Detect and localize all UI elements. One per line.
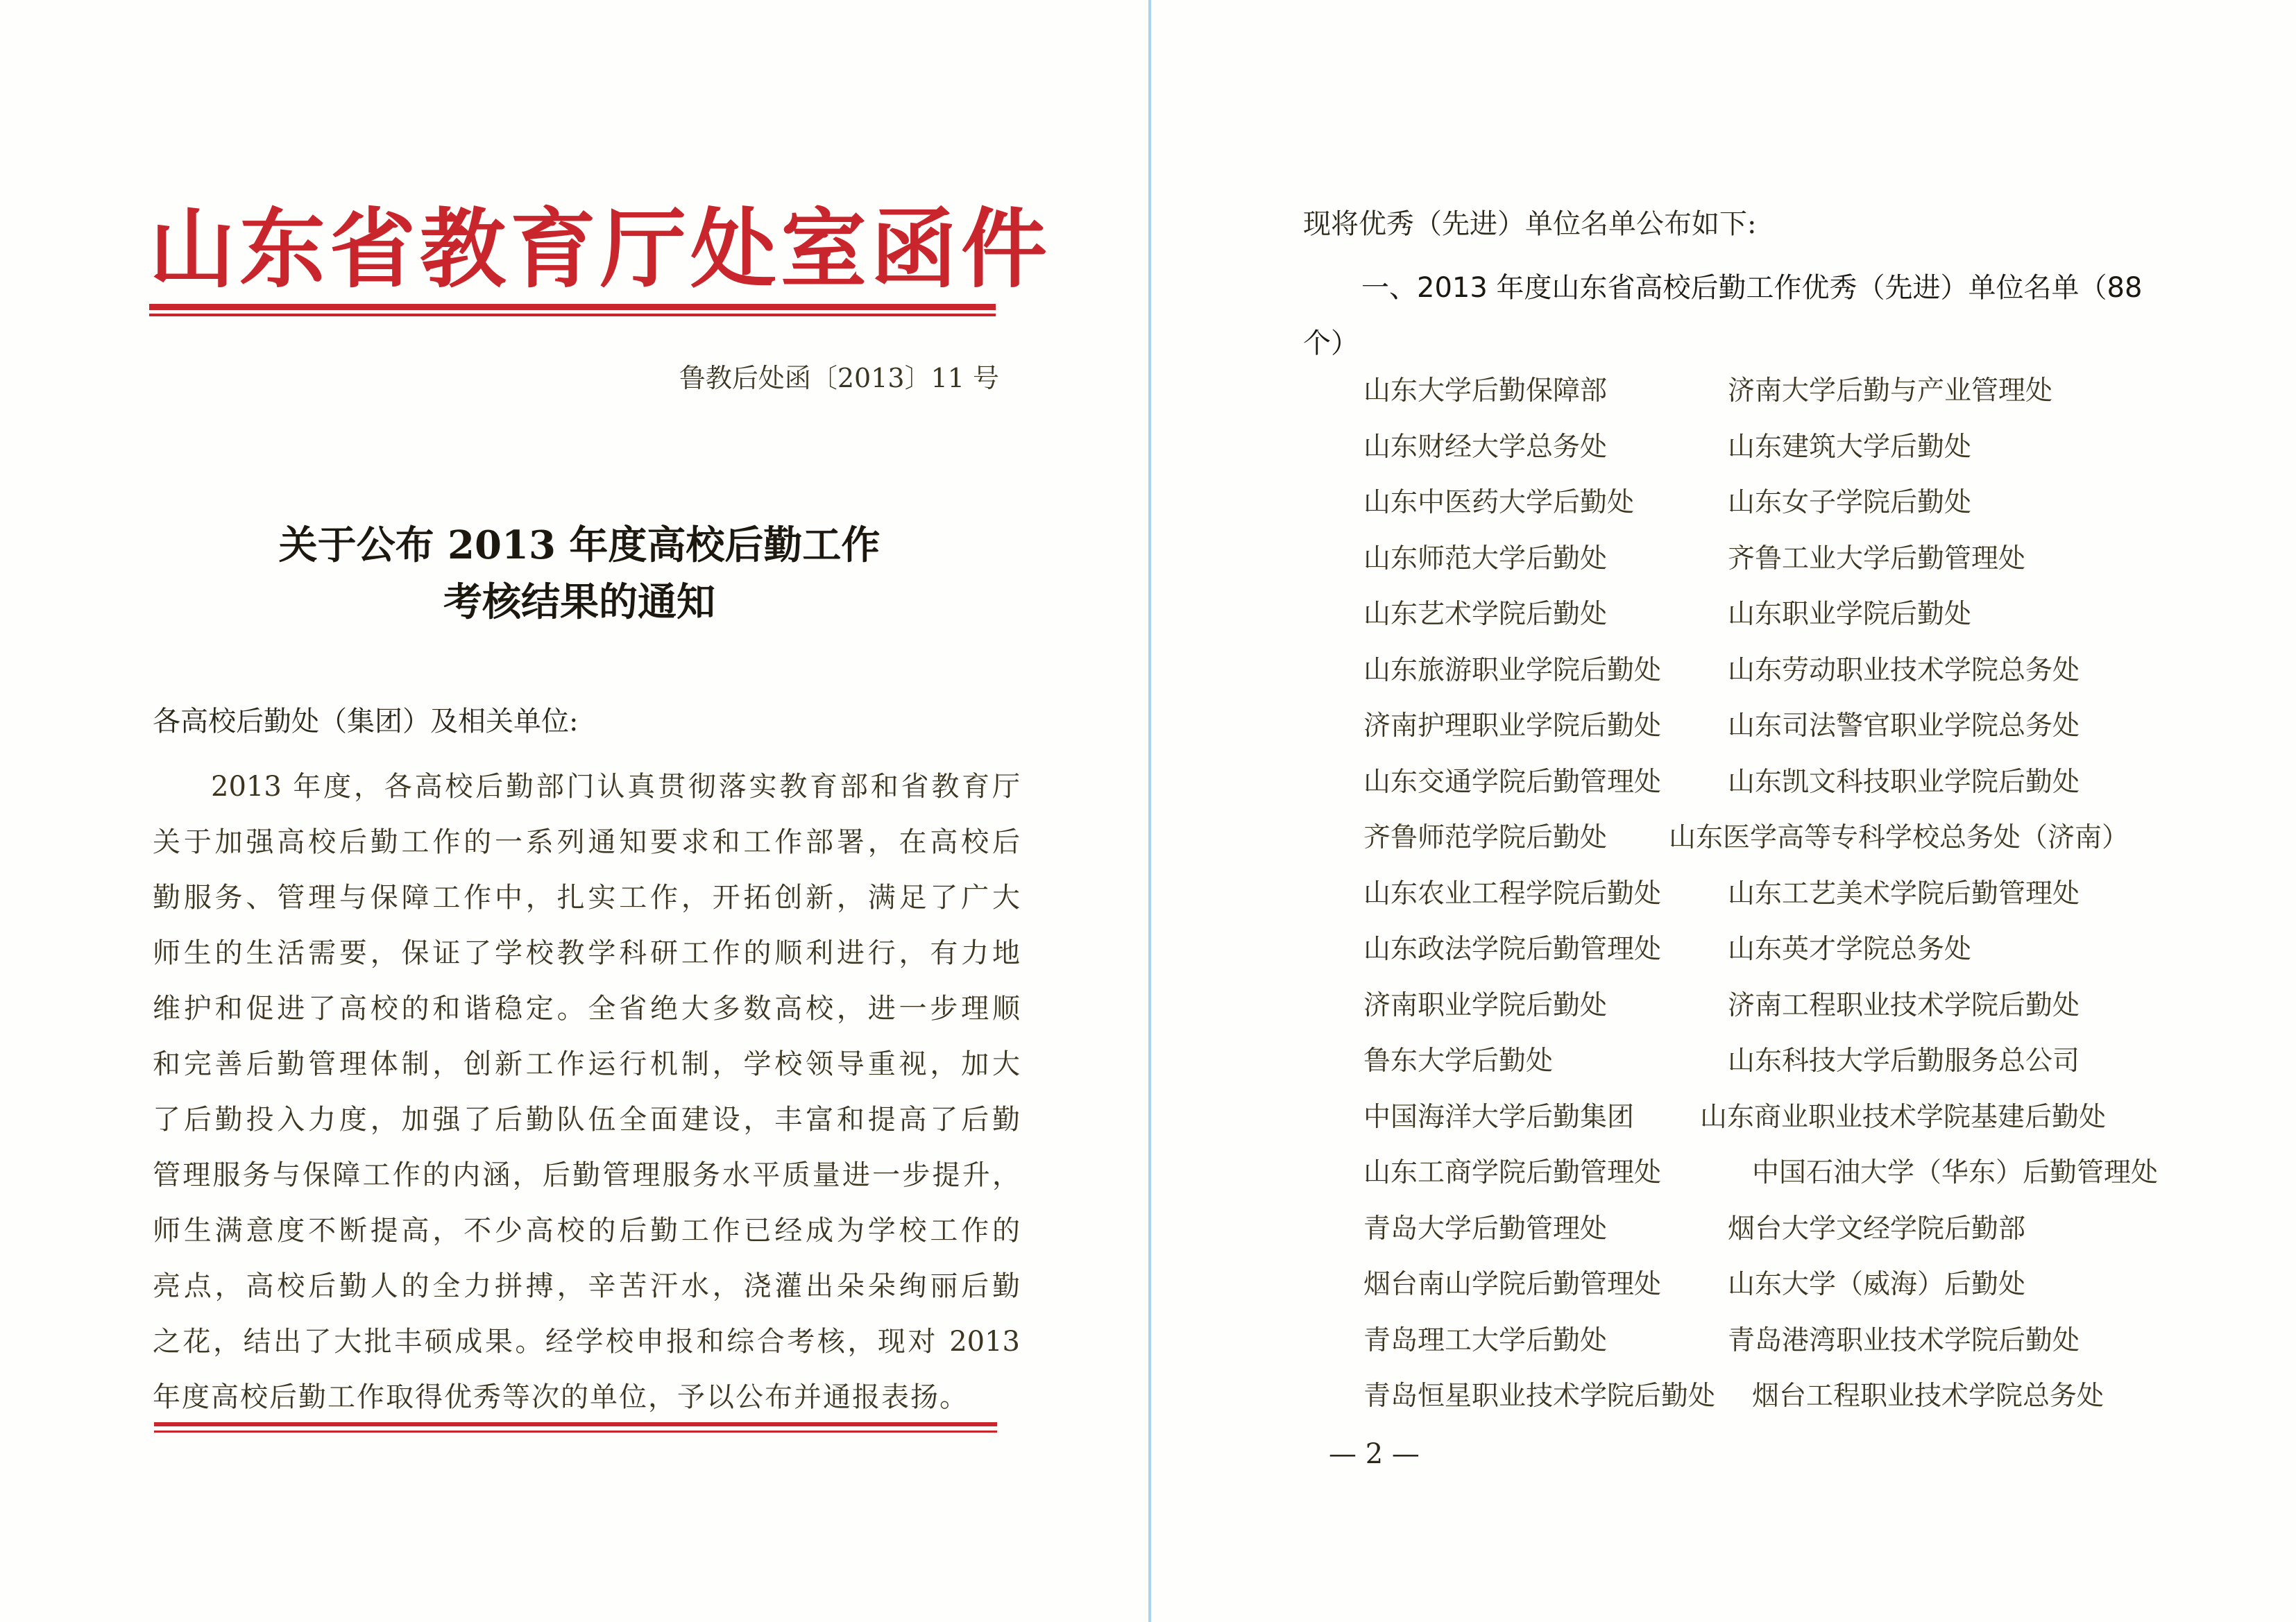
unit-name: 齐鲁师范学院后勤处 — [1363, 822, 1608, 853]
unit-name: 山东工艺美术学院后勤管理处 — [1728, 878, 2080, 910]
unit-name: 山东医学高等专科学校总务处（济南） — [1669, 822, 2129, 853]
body-line: 了后勤投入力度，加强了后勤队伍全面建设，丰富和提高了后勤 — [153, 1104, 1020, 1136]
list-item — [1363, 1090, 2238, 1146]
letterhead-rule-thick — [149, 304, 996, 310]
unit-name: 齐鲁工业大学后勤管理处 — [1728, 543, 2026, 574]
unit-name: 山东职业学院后勤处 — [1728, 599, 1972, 630]
body-line: 师生的生活需要，保证了学校教学科研工作的顺利进行，有力地 — [153, 937, 1020, 969]
document-number: 鲁教后处函〔2013〕11 号 — [679, 363, 999, 393]
list-item — [1363, 867, 2238, 923]
unit-name: 山东财经大学总务处 — [1363, 431, 1608, 463]
notice-title-line-1: 关于公布 2013 年度高校后勤工作 — [278, 522, 881, 568]
unit-name: 中国石油大学（华东）后勤管理处 — [1752, 1157, 2159, 1188]
body-line: 亮点，高校后勤人的全力拼搏，辛苦汗水，浇灌出朵朵绚丽后勤 — [153, 1270, 1020, 1302]
unit-name: 山东旅游职业学院后勤处 — [1363, 654, 1662, 686]
list-item — [1363, 810, 2238, 867]
unit-name: 山东建筑大学后勤处 — [1728, 431, 1972, 463]
list-heading: 一、2013 年度山东省高校后勤工作优秀（先进）单位名单（88 个） — [1303, 272, 2143, 359]
unit-name: 山东凯文科技职业学院后勤处 — [1728, 766, 2080, 798]
unit-name: 山东工商学院后勤管理处 — [1363, 1157, 1662, 1188]
list-item — [1363, 922, 2238, 978]
body-line: 管理服务与保障工作的内涵，后勤管理服务水平质量进一步提升， — [153, 1159, 1020, 1191]
body-line: 师生满意度不断提高，不少高校的后勤工作已经成为学校工作的 — [153, 1215, 1020, 1247]
unit-name: 山东商业职业技术学院基建后勤处 — [1700, 1101, 2107, 1133]
unit-name: 青岛大学后勤管理处 — [1363, 1213, 1608, 1245]
letterhead-rule-thin — [149, 314, 996, 316]
list-item — [1363, 1257, 2238, 1313]
list-item — [1363, 1145, 2238, 1202]
body-line: 和完善后勤管理体制，创新工作运行机制，学校领导重视，加大 — [153, 1048, 1020, 1080]
unit-name: 山东交通学院后勤管理处 — [1363, 766, 1662, 798]
unit-name: 山东师范大学后勤处 — [1363, 543, 1608, 574]
body-line: 关于加强高校后勤工作的一系列通知要求和工作部署，在高校后 — [153, 826, 1020, 858]
list-item — [1363, 978, 2238, 1034]
unit-name: 济南职业学院后勤处 — [1363, 989, 1608, 1021]
unit-name: 山东女子学院后勤处 — [1728, 487, 1972, 518]
units-list — [1363, 364, 2238, 1425]
unit-name: 烟台大学文经学院后勤部 — [1728, 1213, 2026, 1245]
unit-name: 山东农业工程学院后勤处 — [1363, 878, 1662, 910]
unit-name: 烟台南山学院后勤管理处 — [1363, 1269, 1662, 1300]
list-item — [1363, 1202, 2238, 1258]
list-item — [1363, 643, 2238, 699]
unit-name: 山东艺术学院后勤处 — [1363, 599, 1608, 630]
list-item — [1363, 1313, 2238, 1369]
body-line: 维护和促进了高校的和谐稳定。全省绝大多数高校，进一步理顺 — [153, 993, 1020, 1025]
notice-title-line-2: 考核结果的通知 — [443, 579, 715, 625]
unit-name: 山东劳动职业技术学院总务处 — [1728, 654, 2080, 686]
unit-name: 青岛理工大学后勤处 — [1363, 1324, 1608, 1356]
list-item — [1363, 1034, 2238, 1090]
closing-rule-thin — [154, 1431, 997, 1433]
list-item — [1363, 755, 2238, 811]
unit-name: 鲁东大学后勤处 — [1363, 1045, 1554, 1077]
list-intro: 现将优秀（先进）单位名单公布如下: — [1303, 208, 1757, 240]
list-item — [1363, 531, 2238, 588]
body-line: 勤服务、管理与保障工作中，扎实工作，开拓创新，满足了广大 — [153, 882, 1020, 914]
letterhead-title: 山东省教育厅处室函件 — [149, 199, 1052, 300]
unit-name: 山东大学（威海）后勤处 — [1728, 1269, 2026, 1300]
list-item — [1363, 475, 2238, 531]
unit-name: 山东中医药大学后勤处 — [1363, 487, 1635, 518]
page-number: — 2 — — [1329, 1438, 1420, 1470]
salutation: 各高校后勤处（集团）及相关单位: — [153, 706, 579, 737]
unit-name: 山东大学后勤保障部 — [1363, 375, 1608, 407]
notice-body — [153, 759, 1020, 1425]
body-line: 2013 年度，各高校后勤部门认真贯彻落实教育部和省教育厅 — [211, 771, 1020, 803]
unit-name: 山东司法警官职业学院总务处 — [1728, 710, 2080, 742]
list-item — [1363, 699, 2238, 755]
body-line: 之花，结出了大批丰硕成果。经学校申报和综合考核，现对 2013 — [153, 1326, 1020, 1358]
body-line: 年度高校后勤工作取得优秀等次的单位，予以公布并通报表扬。 — [153, 1381, 969, 1413]
unit-name: 济南护理职业学院后勤处 — [1363, 710, 1662, 742]
list-item — [1363, 364, 2238, 420]
list-item — [1363, 1369, 2238, 1425]
notice-title — [149, 517, 1010, 631]
unit-name: 青岛恒星职业技术学院后勤处 — [1363, 1381, 1716, 1412]
unit-name: 山东科技大学后勤服务总公司 — [1728, 1045, 2080, 1077]
unit-name: 山东英才学院总务处 — [1728, 934, 1972, 965]
list-item — [1363, 587, 2238, 643]
unit-name: 青岛港湾职业技术学院后勤处 — [1728, 1324, 2080, 1356]
list-item — [1363, 420, 2238, 476]
unit-name: 中国海洋大学后勤集团 — [1363, 1101, 1635, 1133]
unit-name: 山东政法学院后勤管理处 — [1363, 934, 1662, 965]
unit-name: 烟台工程职业技术学院总务处 — [1752, 1381, 2104, 1412]
unit-name: 济南工程职业技术学院后勤处 — [1728, 989, 2080, 1021]
closing-rule-thick — [154, 1422, 997, 1426]
unit-name: 济南大学后勤与产业管理处 — [1728, 375, 2053, 407]
